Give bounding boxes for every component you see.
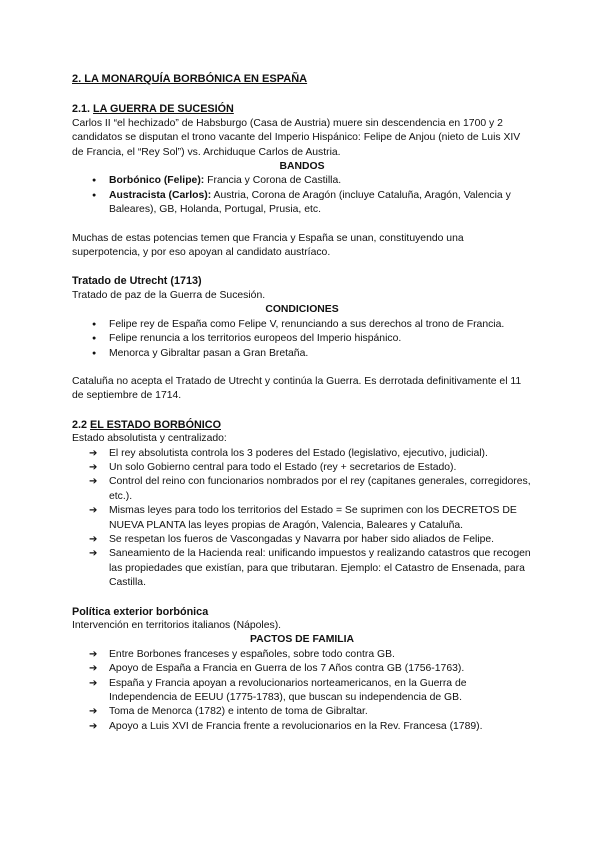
section-2-1-title: LA GUERRA DE SUCESIÓN <box>93 103 234 116</box>
list-item: ➔ Apoyo a Luis XVI de Francia frente a revolucionarios en la Rev. Francesa (1789). <box>72 720 532 734</box>
list-item: ● Menorca y Gibraltar pasan a Gran Bretaña. <box>72 347 532 361</box>
section-2-1-intro: Carlos II “el hechizado” de Habsburgo (Casa de Austria) muere sin descendencia en 1700 y 2 candidatos se disputan el trono vacante del Imperio Hispánico: Felipe de Anjou (nieto de Luis XIV de Francia, el “Rey Sol”) vs. Archiduque Carlos de Austria. <box>72 117 521 158</box>
list-item <box>72 174 532 188</box>
utrecht-heading: Tratado de Utrecht (1713) <box>72 275 202 288</box>
list-item: ➔ Un solo Gobierno central para todo el Estado (rey + secretarios de Estado). <box>72 461 532 475</box>
section-2-1-number: 2.1. <box>72 103 91 116</box>
list-item: ➔ Toma de Menorca (1782) e intento de toma de Gibraltar. <box>72 705 532 719</box>
bandos-heading: BANDOS <box>279 161 325 173</box>
pactos-heading: PACTOS DE FAMILIA <box>249 634 355 646</box>
pactos-list <box>72 648 532 734</box>
bando-text: Austria, Corona de Aragón (incluye Cataluña, Aragón, Valencia y Baleares), GB, Holanda, Portugal, Prusia, etc. <box>109 189 511 216</box>
document-page <box>72 72 532 734</box>
bando-label: Austracista (Carlos): <box>109 189 212 201</box>
list-item: ➔ Control del reino con funcionarios nombrados por el rey (capitanes generales, corregidores, etc.). <box>72 475 532 504</box>
condiciones-heading: CONDICIONES <box>265 304 339 316</box>
list-item: ➔ Se respetan los fueros de Vascongadas y Navarra por haber sido aliados de Felipe. <box>72 533 532 547</box>
bandos-list <box>72 174 532 217</box>
utrecht-description: Tratado de paz de la Guerra de Sucesión. <box>72 289 266 301</box>
cataluna-paragraph: Cataluña no acepta el Tratado de Utrecht y continúa la Guerra. Es derrotada definitivamente el 11 de septiembre de 1714. <box>72 375 522 402</box>
bando-label: Borbónico (Felipe): <box>109 175 205 187</box>
section-2-2-intro: Estado absolutista y centralizado: <box>72 433 227 445</box>
exterior-intro: Intervención en territorios italianos (Nápoles). <box>72 620 282 631</box>
section-2-1-heading <box>72 102 532 116</box>
list-item: ➔ Entre Borbones franceses y españoles, sobre todo contra GB. <box>72 648 532 662</box>
page-title: 2. LA MONARQUÍA BORBÓNICA EN ESPAÑA <box>72 73 308 85</box>
section-2-2-number: 2.2 <box>72 418 88 431</box>
list-item: ● Felipe renuncia a los territorios europeos del Imperio hispánico. <box>72 332 532 346</box>
list-item: ➔ El rey absolutista controla los 3 poderes del Estado (legislativo, ejecutivo, judicial). <box>72 447 532 461</box>
potencias-note: Muchas de estas potencias temen que Francia y España se unan, constituyendo una superpotencia, y por eso apoyan al candidato austríaco. <box>72 232 464 259</box>
list-item: ➔ Saneamiento de la Hacienda real: unificando impuestos y realizando catastros que recogen las propiedades que existían, para que tributaran. Ejemplo: el Catastro de Ensenada, para Castilla. <box>72 547 532 590</box>
section-2-2-heading <box>72 418 532 432</box>
list-item <box>72 189 532 218</box>
list-item: ➔ Mismas leyes para todo los territorios del Estado = Se suprimen con los DECRETOS DE NUEVA PLANTA las leyes propias de Aragón, Valencia, Baleares y Cataluña. <box>72 504 532 533</box>
exterior-heading: Política exterior borbónica <box>72 605 209 618</box>
section-2-2-title: EL ESTADO BORBÓNICO <box>90 418 221 431</box>
list-item: ➔ Apoyo de España a Francia en Guerra de los 7 Años contra GB (1756-1763). <box>72 662 532 676</box>
estado-list <box>72 447 532 591</box>
list-item: ● Felipe rey de España como Felipe V, renunciando a sus derechos al trono de Francia. <box>72 318 532 332</box>
bando-text: Francia y Corona de Castilla. <box>204 175 342 187</box>
list-item: ➔ España y Francia apoyan a revolucionarios norteamericanos, en la Guerra de Independencia de EEUU (1775-1783), que buscan su independencia de GB. <box>72 677 532 706</box>
condiciones-list <box>72 318 532 361</box>
